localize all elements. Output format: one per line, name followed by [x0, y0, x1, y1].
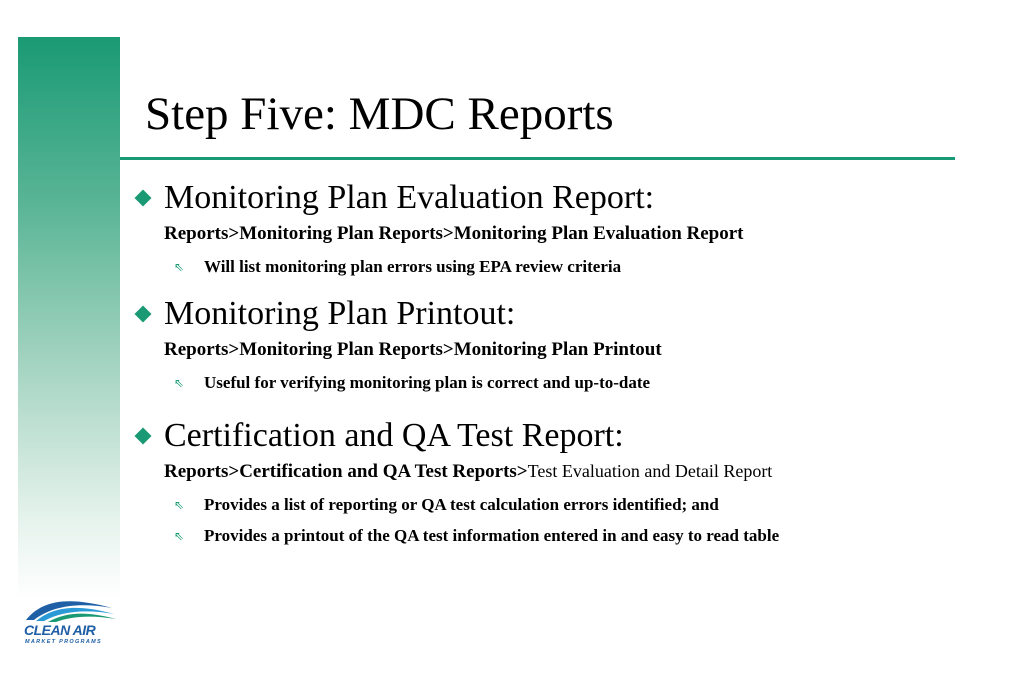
list-item	[164, 520, 1004, 551]
section-heading: Monitoring Plan Evaluation Report:	[164, 179, 655, 216]
list-item	[164, 251, 1004, 282]
northwest-arrow-icon: ⇖	[174, 376, 185, 390]
section-certification-qa-test	[134, 414, 1004, 551]
side-gradient-bar	[18, 37, 120, 600]
menu-path-text: Reports>Monitoring Plan Reports>Monitoring Plan Evaluation Report	[164, 223, 744, 244]
menu-path	[164, 458, 1004, 485]
menu-path	[164, 336, 1004, 363]
list-item-text: Provides a list of reporting or QA test calculation errors identified; and	[204, 495, 719, 514]
logo-wordmark: CLEAN AIR	[24, 622, 96, 638]
sub-item-list	[164, 251, 1004, 282]
northwest-arrow-icon: ⇖	[174, 498, 185, 512]
northwest-arrow-icon: ⇖	[174, 260, 185, 274]
logo-subtitle: MARKET PROGRAMS	[25, 639, 102, 645]
section-heading: Certification and QA Test Report:	[164, 417, 624, 454]
menu-path	[164, 220, 1004, 247]
list-item	[164, 367, 1004, 398]
list-item-text: Provides a printout of the QA test information entered in and easy to read table	[204, 526, 780, 545]
menu-path-text: Reports>Monitoring Plan Reports>Monitoring Plan Printout	[164, 339, 662, 360]
list-item-text: Useful for verifying monitoring plan is correct and up-to-date	[204, 373, 651, 392]
list-item-text: Will list monitoring plan errors using EPA review criteria	[204, 257, 622, 276]
section-monitoring-plan-printout	[134, 292, 1004, 414]
section-monitoring-plan-evaluation	[134, 176, 1004, 292]
menu-path-tail: Test Evaluation and Detail Report	[527, 461, 773, 481]
sub-item-list	[164, 489, 1004, 551]
menu-path-text: Reports>Certification and QA Test Reports>	[164, 461, 528, 482]
diamond-bullet-icon	[135, 190, 152, 207]
slide-content	[134, 176, 1004, 551]
slide-title: Step Five: MDC Reports	[145, 88, 614, 140]
title-underline	[120, 157, 955, 160]
northwest-arrow-icon: ⇖	[174, 529, 185, 543]
diamond-bullet-icon	[135, 306, 152, 323]
sub-item-list	[164, 367, 1004, 398]
diamond-bullet-icon	[135, 428, 152, 445]
clean-air-logo	[22, 594, 118, 650]
list-item	[164, 489, 1004, 520]
section-heading: Monitoring Plan Printout:	[164, 295, 516, 332]
wave-logo-icon	[22, 594, 118, 624]
